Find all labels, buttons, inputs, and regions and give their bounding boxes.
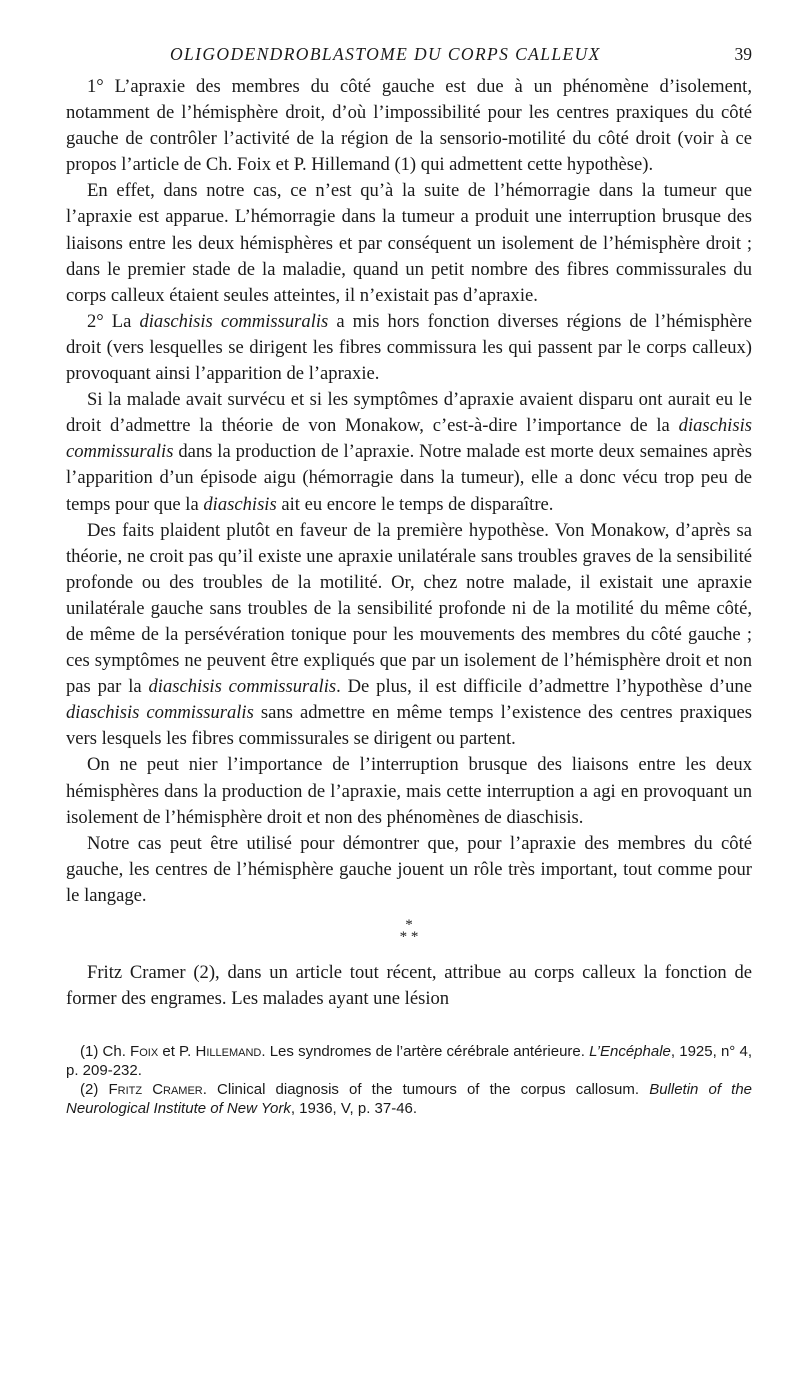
footnotes	[66, 1042, 752, 1118]
paragraph: Notre cas peut être utilisé pour démontrer que, pour l’apraxie des membres du côté gauche, les centres de l’hémisphère gauche jouent un rôle très important, tout comme pour le langage.	[66, 832, 752, 906]
body-text	[66, 74, 752, 1012]
page	[66, 44, 752, 1118]
paragraph: 1° L’apraxie des membres du côté gauche est due à un phénomène d’isolement, notamment de l’hémisphère droit, d’où l’impossibilité pour les centres praxiques du côté gauche de contrôler l’activité de la région de la sensorio-motilité du côté droit (voir à ce propos l’article de Ch. Foix et P. Hillemand (1) qui admettent cette hypothèse).	[66, 76, 752, 176]
running-title: OLIGODENDROBLASTOME DU CORPS CALLEUX	[170, 44, 601, 64]
page-number: 39	[734, 44, 752, 64]
running-head	[66, 44, 752, 74]
asterism-divider: * * *	[399, 917, 419, 945]
paragraph: 2° La diaschisis commissuralis a mis hors fonction diverses régions de l’hémisphère droit (vers lesquelles se dirigent les fibres commissura les qui passent par le corps calleux) provoquant ainsi l’apparition de l’apraxie.	[66, 310, 752, 385]
paragraph: Fritz Cramer (2), dans un article tout récent, attribue au corps calleux la fonction de former des engrames. Les malades ayant une lésion	[66, 962, 752, 1010]
paragraph: En effet, dans notre cas, ce n’est qu’à la suite de l’hémorragie dans la tumeur que l’apraxie est apparue. L’hémorragie dans la tumeur a produit une interruption brusque des liaisons entre les deux hémisphères et par conséquent un isolement de l’hémisphère droit ; dans le premier stade de la maladie, quand un petit nombre des fibres commissurales du corps calleux étaient seules atteintes, il n’existait pas d’apraxie.	[66, 180, 752, 306]
paragraph: Si la malade avait survécu et si les symptômes d’apraxie avaient disparu ont aurait eu le droit d’admettre la théorie de von Monakow, c’est-à-dire l’importance de la diaschisis commissuralis dans la production de l’apraxie. Notre malade est morte deux semaines après l’apparition d’un épisode aigu (hémorragie dans la tumeur), elle a donc vécu trop peu de temps pour que la diaschisis ait eu encore le temps de disparaître.	[66, 389, 752, 515]
footnote: (1) Ch. Foix et P. Hillemand. Les syndromes de l’artère cérébrale antérieure. L’Encéphale, 1925, n° 4, p. 209-232.	[66, 1043, 752, 1080]
footnote: (2) Fritz Cramer. Clinical diagnosis of the tumours of the corpus callosum. Bulletin of the Neurological Institute of New York, 1936, V, p. 37-46.	[66, 1081, 753, 1118]
paragraph: On ne peut nier l’importance de l’interruption brusque des liaisons entre les deux hémisphères dans la production de l’apraxie, mais cette interruption a agi en provoquant un isolement de l’hémisphère droit et non des phénomènes de diaschisis.	[66, 754, 752, 828]
paragraph: Des faits plaident plutôt en faveur de la première hypothèse. Von Monakow, d’après sa théorie, ne croit pas qu’il existe une apraxie unilatérale sans troubles graves de la sensibilité profonde ou des troubles de la motilité. Or, chez notre malade, il existait une apraxie unilatérale gauche sans troubles de la sensibilité profonde ni de la motilité du même côté, de même de la persévération tonique pour les mouvements des membres du côté gauche ; ces symptômes ne peuvent être expliqués que par un isolement de l’hémisphère droit et non pas par la diaschisis commissuralis. De plus, il est difficile d’admettre l’hypothèse d’une diaschisis commissuralis sans admettre en même temps l’existence des centres praxiques vers lesquels les fibres commissurales se dirigent ou partent.	[66, 519, 752, 750]
